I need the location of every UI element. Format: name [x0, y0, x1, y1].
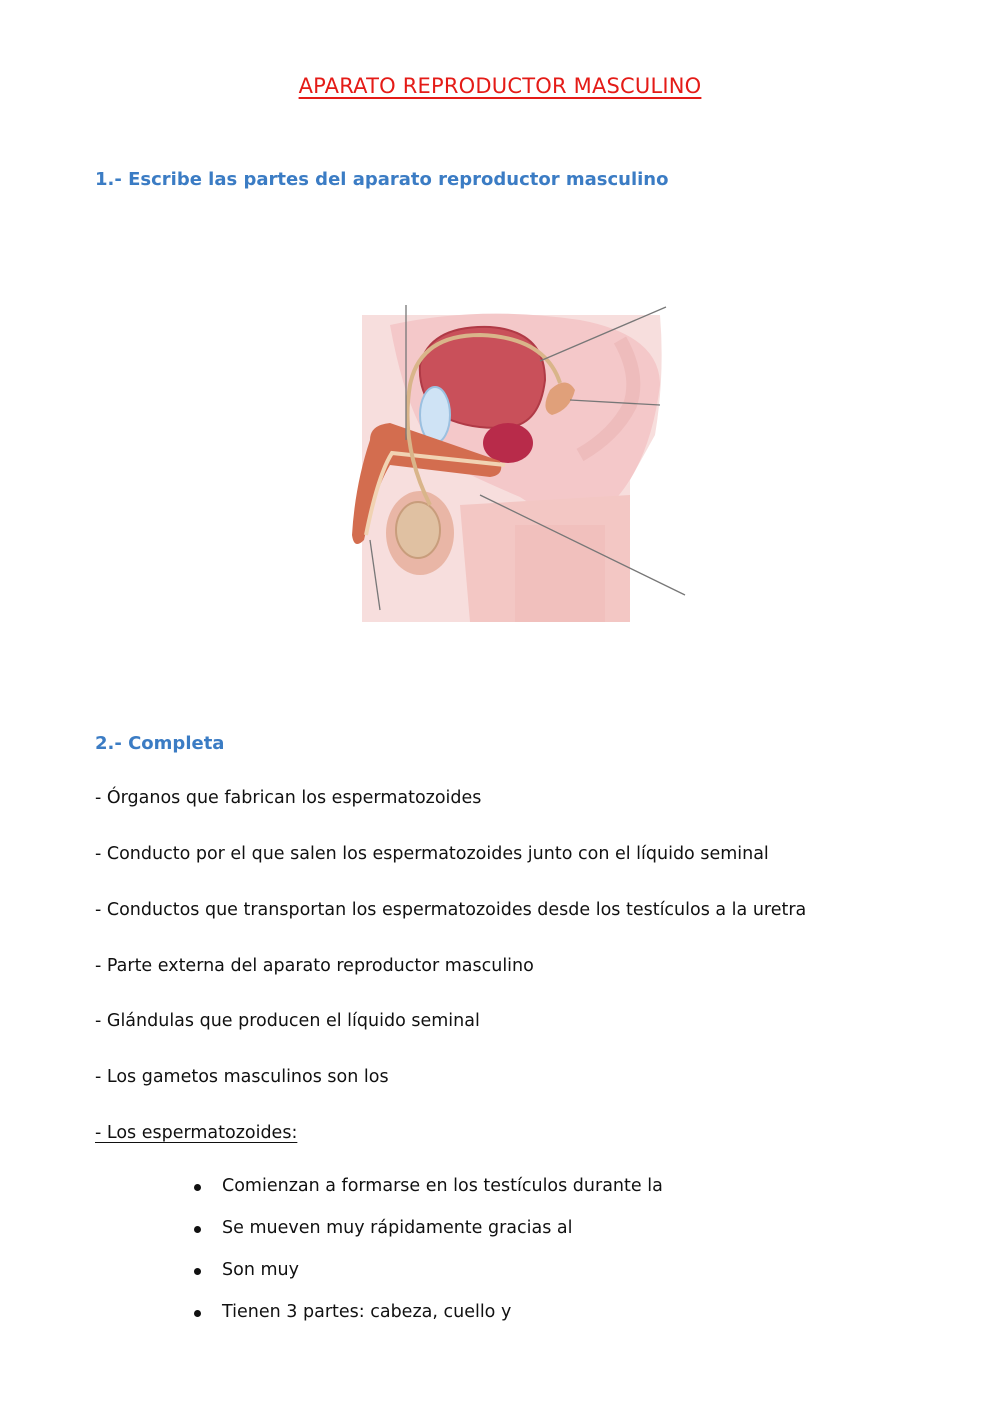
- fill-in-item: - Conducto por el que salen los espermatozoides junto con el líquido seminal: [95, 844, 769, 864]
- fill-in-item: - Glándulas que producen el líquido seminal: [95, 1011, 480, 1031]
- bullet-item: Tienen 3 partes: cabeza, cuello y: [190, 1302, 663, 1344]
- fill-in-item: - Conductos que transportan los espermatozoides desde los testículos a la uretra: [95, 900, 807, 920]
- fill-in-item: - Los gametos masculinos son los: [95, 1067, 389, 1087]
- spermatozoa-bullet-list: [190, 1176, 663, 1344]
- pubic-bone: [420, 387, 450, 443]
- prostate: [483, 423, 533, 463]
- bullet-item: Se mueven muy rápidamente gracias al: [190, 1218, 663, 1260]
- bullet-dot-icon: [194, 1310, 201, 1317]
- spermatozoa-subheading: - Los espermatozoides:: [95, 1123, 298, 1143]
- bullet-item: Son muy: [190, 1260, 663, 1302]
- page-title: APARATO REPRODUCTOR MASCULINO: [298, 74, 702, 98]
- thigh-shade: [515, 525, 605, 622]
- bullet-item: Comienzan a formarse en los testículos durante la: [190, 1176, 663, 1218]
- exercise-2-heading: 2.- Completa: [95, 733, 225, 754]
- testicle: [396, 502, 440, 558]
- bullet-dot-icon: [194, 1184, 201, 1191]
- reproductive-system-diagram: [330, 265, 702, 622]
- fill-in-item: - Parte externa del aparato reproductor masculino: [95, 956, 534, 976]
- exercise-1-heading: 1.- Escribe las partes del aparato reproductor masculino: [95, 169, 669, 190]
- fill-in-item: - Órganos que fabrican los espermatozoides: [95, 788, 482, 808]
- bullet-dot-icon: [194, 1226, 201, 1233]
- bullet-dot-icon: [194, 1268, 201, 1275]
